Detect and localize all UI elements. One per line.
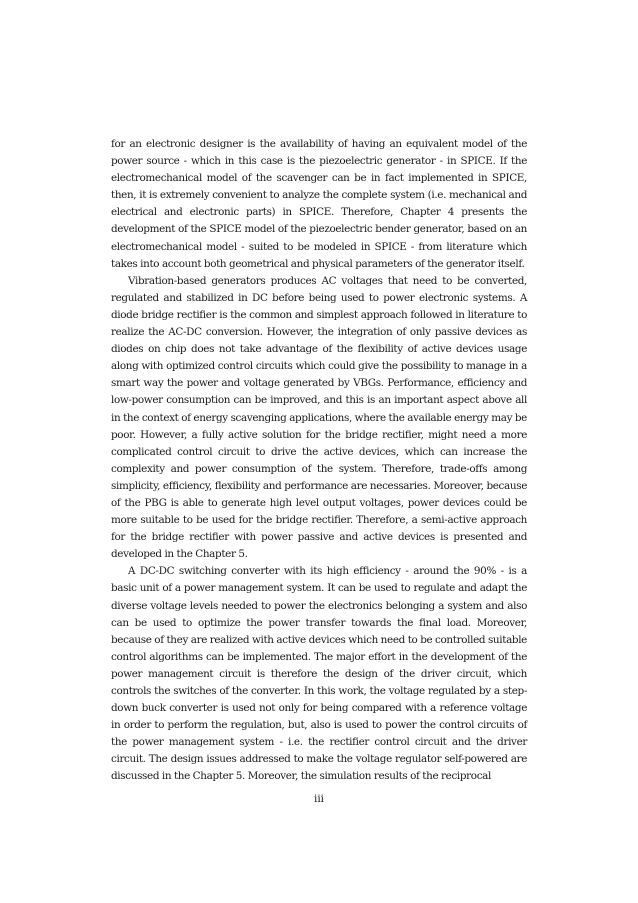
page-number: iii: [314, 793, 324, 805]
body-text: [111, 136, 527, 786]
paragraph-spice-model: for an electronic designer is the availability of having an equivalent model of the power source - which in this case is the piezoelectric generator - in SPICE. If the electromechanical model of the scavenger can be in fact implemented in SPICE, then, it is extremely convenient to analyze the complete system (i.e. mechanical and electrical and electronic parts) in SPICE. Therefore, Chapter 4 presents the development of the SPICE model of the piezoelectric bender generator, based on an electromechanical model - suited to be modeled in SPICE - from literature which takes into account both geometrical and physical parameters of the generator itself.: [111, 138, 527, 270]
paragraph-bridge-rectifier: Vibration-based generators produces AC voltages that need to be converted, regulated and stabilized in DC before being used to power electronic systems. A diode bridge rectifier is the common and simplest approach followed in literature to realize the AC-DC conversion. However, the integration of only passive devices as diodes on chip does not take advantage of the flexibility of active devices usage along with optimized control circuits which could give the possibility to manage in a smart way the power and voltage generated by VBGs. Performance, efficiency and low-power consumption can be improved, and this is an important aspect above all in the context of energy scavenging applications, where the available energy may be poor. However, a fully active solution for the bridge rectifier, might need a more complicated control circuit to drive the active devices, which can increase the complexity and power consumption of the system. Therefore, trade-offs among simplicity, efficiency, flexibility and performance are necessaries. Moreover, because of the PBG is able to generate high level output voltages, power devices could be more suitable to be used for the bridge rectifier. Therefore, a semi-active approach for the bridge rectifier with power passive and active devices is presented and developed in the Chapter 5.: [111, 274, 527, 561]
paragraph-dc-dc-converter: A DC-DC switching converter with its high efficiency - around the 90% - is a basic unit of a power management system. It can be used to regulate and adapt the diverse voltage levels needed to power the electronics belonging a system and also can be used to optimize the power transfer towards the final load. Moreover, because of they are realized with active devices which need to be controlled suitable control algorithms can be implemented. The major effort in the development of the power management circuit is therefore the design of the driver circuit, which controls the switches of the converter. In this work, the voltage regulated by a step-down buck converter is used not only for being compared with a reference voltage in order to perform the regulation, but, also is used to power the control circuits of the power management system - i.e. the rectifier control circuit and the driver circuit. The design issues addressed to make the voltage regulator self-powered are discussed in the Chapter 5. Moreover, the simulation results of the reciprocal: [111, 565, 527, 783]
